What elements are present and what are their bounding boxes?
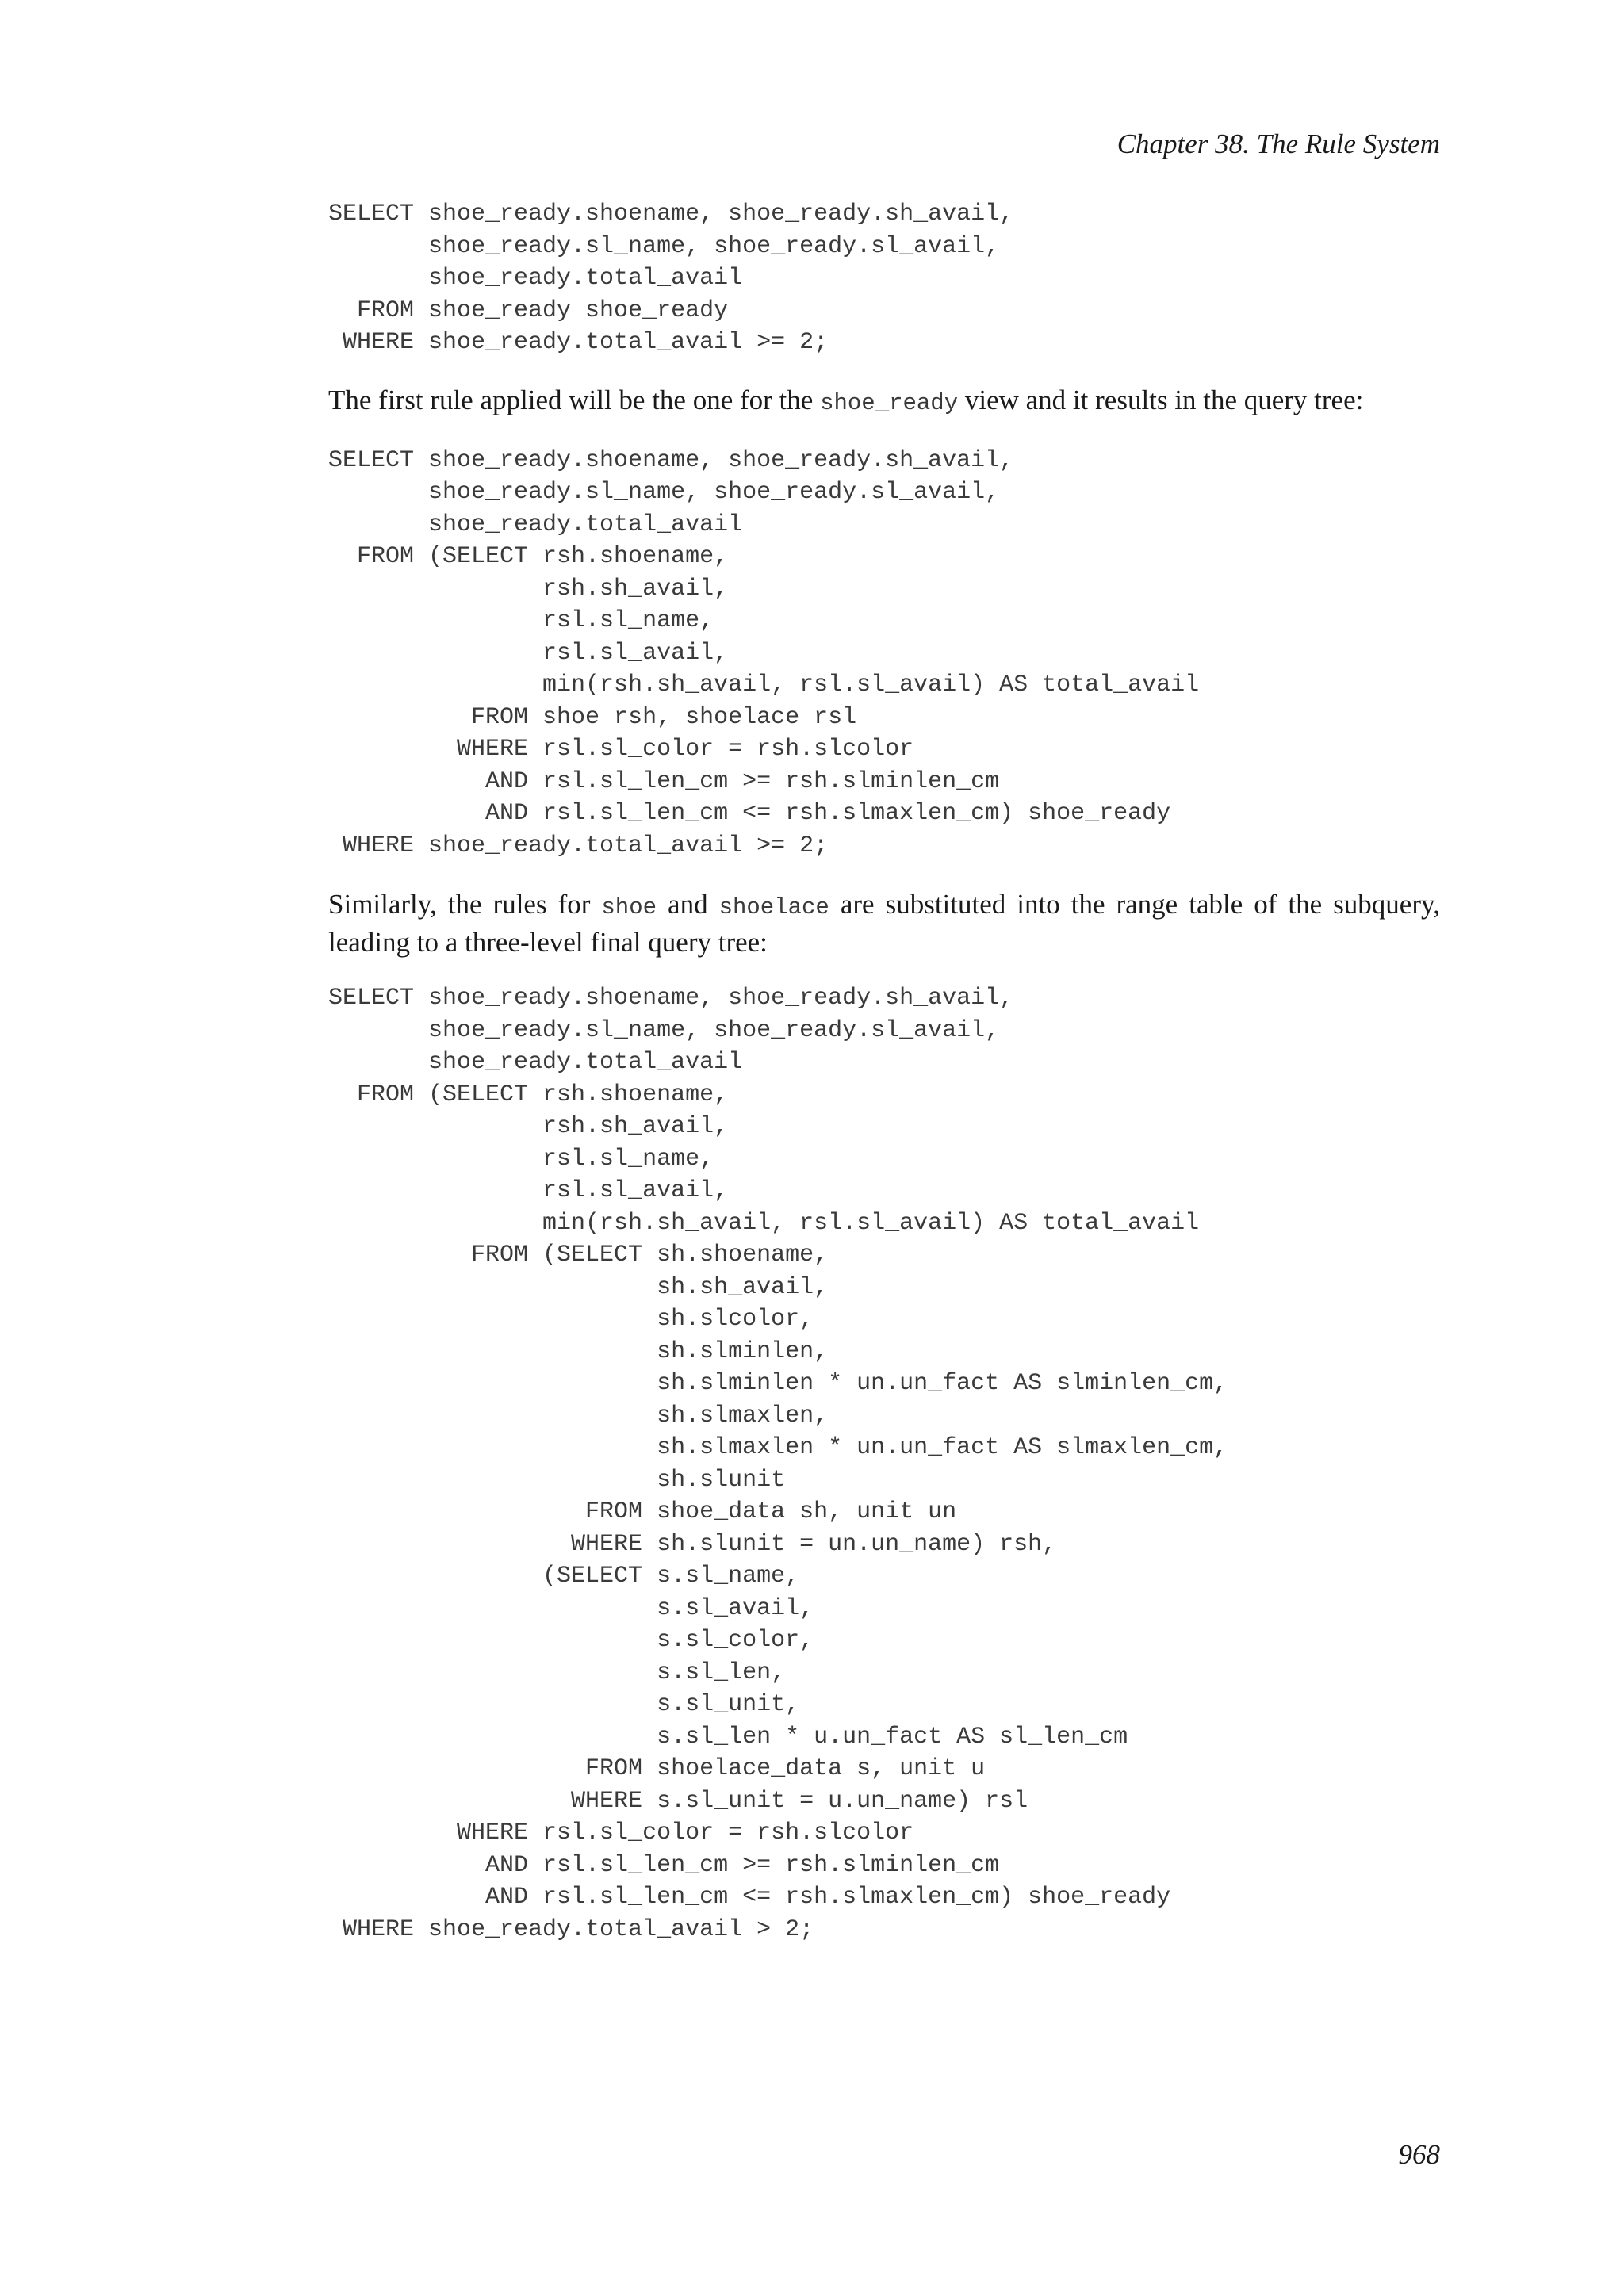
chapter-header: Chapter 38. The Rule System	[1116, 128, 1440, 159]
paragraph-text: view and it results in the query tree:	[958, 384, 1364, 415]
page-number: 968	[1398, 2139, 1440, 2170]
page-content	[328, 198, 1440, 1946]
inline-code-shoe-ready: shoe_ready	[820, 389, 959, 416]
paragraph-text: are substituted into the range table of the subquery, leading to a three-level final query tree:	[328, 889, 1440, 958]
paragraph-text: The first rule applied will be the one for the	[328, 384, 821, 415]
inline-code-shoelace: shoelace	[718, 894, 829, 920]
paragraph-text: and	[657, 889, 719, 920]
code-block-three-level-query: SELECT shoe_ready.shoename, shoe_ready.sh_avail, shoe_ready.sl_name, shoe_ready.sl_avail, shoe_ready.total_avail FROM (SELECT rsh.shoename, rsh.sh_avail, rsl.sl_name, rsl.sl_avail, min(rsh.sh_avail, rsl.sl_avail) AS total_avail FROM (SELECT sh.shoename, sh.sh_avail, sh.slcolor, sh.slminlen, sh.slminlen * un.un_fact AS slminlen_cm, sh.slmaxlen, sh.slmaxlen * un.un_fact AS slmaxlen_cm, sh.slunit FROM shoe_data sh, unit un WHERE sh.slunit = un.un_name) rsh, (SELECT s.sl_name, s.sl_avail, s.sl_color, s.sl_len, s.sl_unit, s.sl_len * u.un_fact AS sl_len_cm FROM shoelace_data s, unit u WHERE s.sl_unit = u.un_name) rsl WHERE rsl.sl_color = rsh.slcolor AND rsl.sl_len_cm >= rsh.slminlen_cm AND rsl.sl_len_cm <= rsh.slmaxlen_cm) shoe_ready WHERE shoe_ready.total_avail > 2;	[328, 985, 1228, 1943]
code-block-two-level-query: SELECT shoe_ready.shoename, shoe_ready.sh_avail, shoe_ready.sl_name, shoe_ready.sl_avail, shoe_ready.total_avail FROM (SELECT rsh.shoename, rsh.sh_avail, rsl.sl_name, rsl.sl_avail, min(rsh.sh_avail, rsl.sl_avail) AS total_avail FROM shoe rsh, shoelace rsl WHERE rsl.sl_color = rsh.slcolor AND rsl.sl_len_cm >= rsh.slminlen_cm AND rsl.sl_len_cm <= rsh.slmaxlen_cm) shoe_ready WHERE shoe_ready.total_avail >= 2;	[328, 446, 1200, 859]
paragraph-first-rule	[328, 383, 1440, 421]
inline-code-shoe: shoe	[601, 894, 657, 920]
paragraph-similarly	[328, 887, 1440, 960]
code-block-original-query: SELECT shoe_ready.shoename, shoe_ready.sh_avail, shoe_ready.sl_name, shoe_ready.sl_avail, shoe_ready.total_avail FROM shoe_ready shoe_ready WHERE shoe_ready.total_avail >= 2;	[328, 201, 1014, 356]
paragraph-text: Similarly, the rules for	[328, 889, 602, 920]
